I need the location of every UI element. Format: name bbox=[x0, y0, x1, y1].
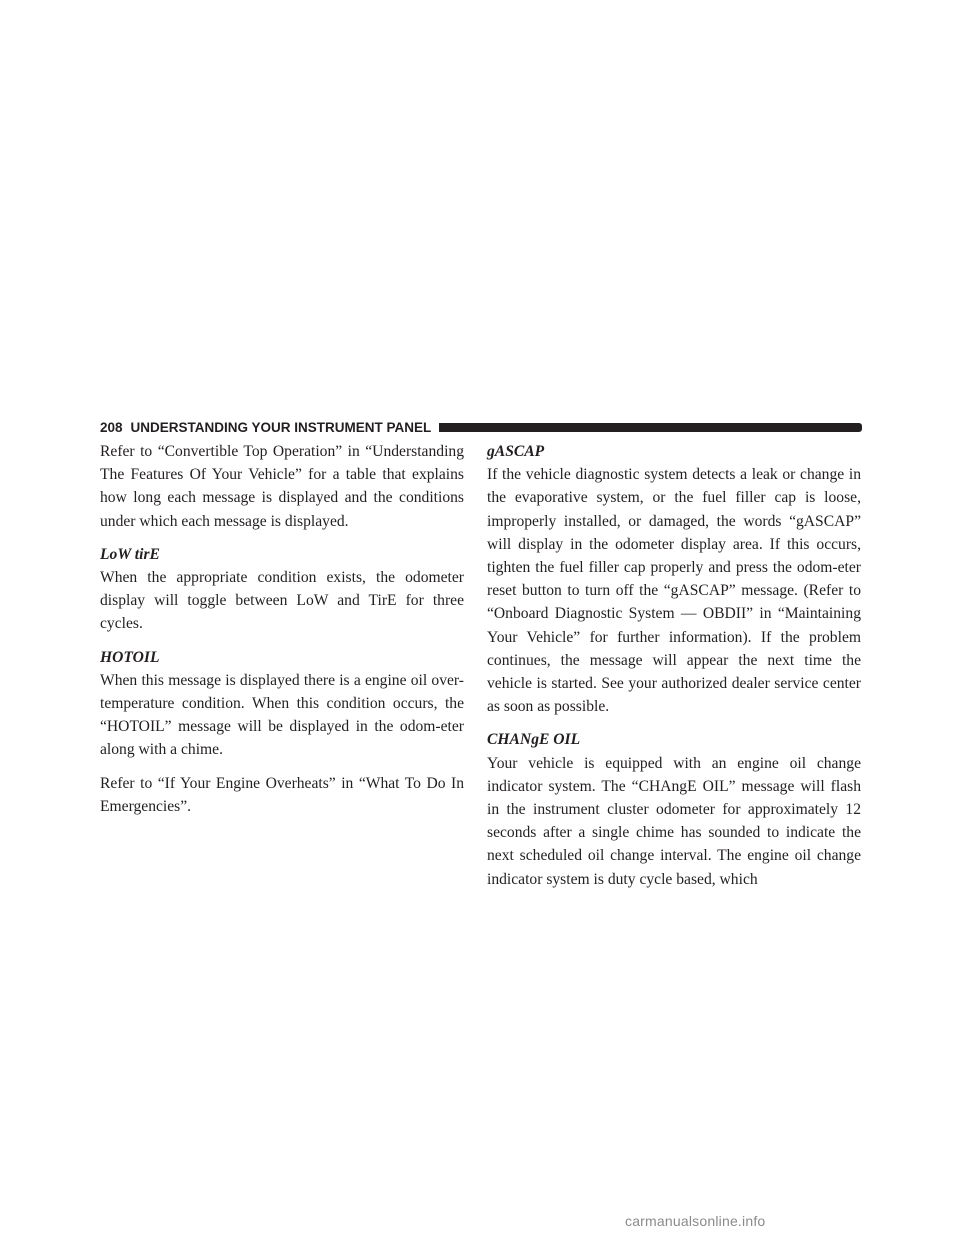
watermark: carmanualsonline.info bbox=[625, 1213, 766, 1229]
page-number: 208 bbox=[100, 419, 123, 435]
low-tire-heading: LoW tirE bbox=[100, 545, 160, 563]
left-column bbox=[100, 440, 464, 818]
change-oil-heading: CHANgE OIL bbox=[487, 731, 581, 749]
page-header bbox=[100, 418, 862, 436]
right-column bbox=[487, 440, 861, 891]
intro-paragraph: Refer to “Convertible Top Operation” in “Understanding The Features Of Your Vehicle” for a table that explains how long each message is displayed and the conditions under which each message is displayed. bbox=[100, 443, 464, 530]
hot-oil-paragraph: When this message is displayed there is a engine oil over-temperature condition. When this condition occurs, the “HOTOIL” message will be displayed in the odom-eter along with a chime. bbox=[100, 671, 464, 759]
gas-cap-paragraph: If the vehicle diagnostic system detects a leak or change in the evaporative system, or the fuel filler cap is loose, improperly installed, or damaged, the words “gASCAP” will display in the odometer display area. If this occurs, tighten the fuel filler cap properly and press the odom-eter reset button to turn off the “gASCAP” message. (Refer to “Onboard Diagnostic System — OBDII” in “Maintaining Your Vehicle” for further information). If the problem continues, the message will appear the next time the vehicle is started. See your authorized dealer service center as soon as possible. bbox=[487, 466, 861, 716]
closing-paragraph: Refer to “If Your Engine Overheats” in “What To Do In Emergencies”. bbox=[100, 774, 464, 815]
hot-oil-heading: HOTOIL bbox=[100, 648, 160, 666]
section-title: UNDERSTANDING YOUR INSTRUMENT PANEL bbox=[130, 419, 432, 435]
header-rule bbox=[439, 423, 862, 432]
gas-cap-heading: gASCAP bbox=[487, 443, 545, 460]
change-oil-paragraph: Your vehicle is equipped with an engine oil change indicator system. The “CHAngE OIL” message will flash in the instrument cluster odometer for approximately 12 seconds after a single chime has sounded to indicate the next scheduled oil change interval. The engine oil change indicator system is duty cycle based, which bbox=[487, 754, 861, 888]
low-tire-paragraph: When the appropriate condition exists, the odometer display will toggle between LoW and TirE for three cycles. bbox=[100, 569, 464, 633]
